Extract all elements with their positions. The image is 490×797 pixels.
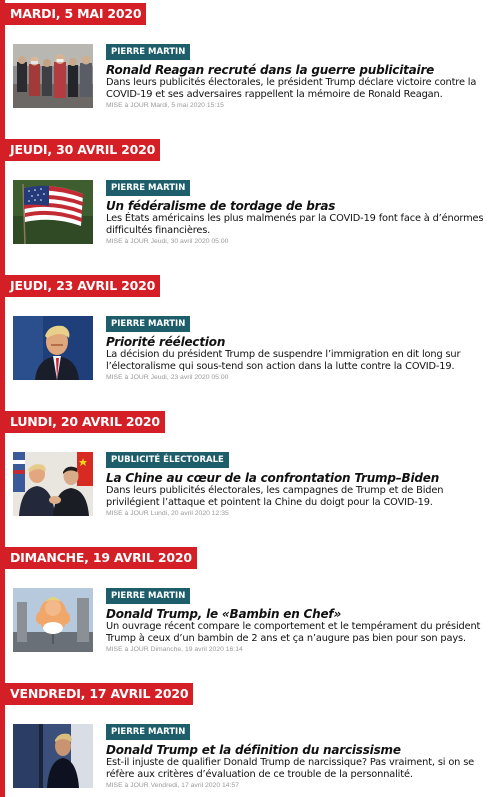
author-badge[interactable]: PIERRE MARTIN <box>106 316 190 332</box>
article-summary: Les États américains les plus malmenés par la COVID-19 font face à d’énormes difficultés financières. <box>106 213 484 236</box>
article-thumbnail[interactable] <box>13 452 93 516</box>
article-title[interactable]: Priorité réélection <box>106 335 226 349</box>
update-timestamp: MISE à JOUR Vendredi, 17 avril 2020 14:57 <box>106 782 239 789</box>
article-thumbnail[interactable] <box>13 44 93 108</box>
category-badge[interactable]: PUBLICITÉ ÉLECTORALE <box>106 452 229 468</box>
american-flag-icon <box>13 180 93 244</box>
article-title[interactable]: Donald Trump, le «Bambin en Chef» <box>106 607 342 621</box>
author-badge[interactable]: PIERRE MARTIN <box>106 588 190 604</box>
date-header: JEUDI, 30 AVRIL 2020 <box>5 139 160 161</box>
accent-rail <box>0 0 5 797</box>
update-timestamp: MISE à JOUR Jeudi, 30 avril 2020 05:00 <box>106 238 229 245</box>
date-header: MARDI, 5 MAI 2020 <box>5 3 146 25</box>
article-thumbnail[interactable] <box>13 588 93 652</box>
article-title[interactable]: Un fédéralisme de tordage de bras <box>106 199 336 213</box>
portrait-photo-icon <box>13 316 93 380</box>
update-timestamp: MISE à JOUR Mardi, 5 mai 2020 15:15 <box>106 102 224 109</box>
author-badge[interactable]: PIERRE MARTIN <box>106 44 190 60</box>
article-summary: La décision du président Trump de suspendre l’immigration en dit long sur l’électoralisme qui sous-tend son action dans la lutte contre la COVID-19. <box>106 349 461 372</box>
date-header: VENDREDI, 17 AVRIL 2020 <box>5 683 193 705</box>
date-header: DIMANCHE, 19 AVRIL 2020 <box>5 547 197 569</box>
article-thumbnail[interactable] <box>13 724 93 788</box>
date-header: LUNDI, 20 AVRIL 2020 <box>5 411 165 433</box>
author-badge[interactable]: PIERRE MARTIN <box>106 180 190 196</box>
author-badge[interactable]: PIERRE MARTIN <box>106 724 190 740</box>
article-summary: Un ouvrage récent compare le comportement et le tempérament du président Trump à ceux d’un bambin de 2 ans et ça n’augure pas bien pour son pays. <box>106 621 481 644</box>
article-title[interactable]: Ronald Reagan recruté dans la guerre publicitaire <box>106 63 435 77</box>
article-title[interactable]: Donald Trump et la définition du narcissisme <box>106 743 401 757</box>
handshake-photo-icon <box>13 452 93 516</box>
balloon-photo-icon <box>13 588 93 652</box>
update-timestamp: MISE à JOUR Lundi, 20 avril 2020 12:35 <box>106 510 229 517</box>
article-thumbnail[interactable] <box>13 180 93 244</box>
article-summary: Est-il injuste de qualifier Donald Trump de narcissique? Pas vraiment, si on se réfère aux critères d’évaluation de ce trouble de la personnalité. <box>106 757 475 780</box>
crowd-photo-icon <box>13 44 93 108</box>
article-summary: Dans leurs publicités électorales, les campagnes de Trump et de Biden privilégient l’attaque et pointent la Chine du doigt pour la COVID-19. <box>106 485 444 508</box>
article-summary: Dans leurs publicités électorales, le président Trump déclare victoire contre la COVID-19 et ses adversaires rappellent la mémoire de Ronald Reagan. <box>106 77 477 100</box>
article-title[interactable]: La Chine au cœur de la confrontation Trump–Biden <box>106 471 440 485</box>
update-timestamp: MISE à JOUR Jeudi, 23 avril 2020 05:00 <box>106 374 229 381</box>
date-header: JEUDI, 23 AVRIL 2020 <box>5 275 160 297</box>
silhouette-photo-icon <box>13 724 93 788</box>
article-thumbnail[interactable] <box>13 316 93 380</box>
update-timestamp: MISE à JOUR Dimanche, 19 avril 2020 16:14 <box>106 646 243 653</box>
